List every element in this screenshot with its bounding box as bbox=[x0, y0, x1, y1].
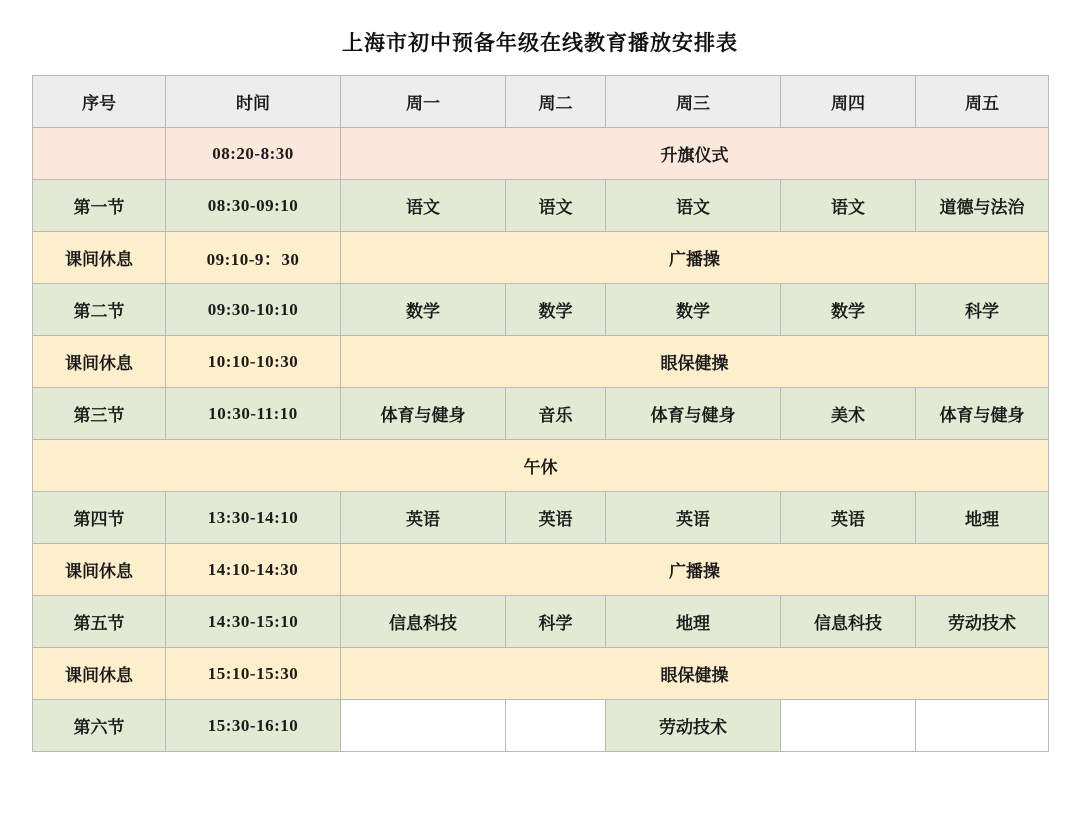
row-index-cell: 第三节 bbox=[33, 388, 166, 440]
row-index-cell: 第四节 bbox=[33, 492, 166, 544]
row-index-cell: 课间休息 bbox=[33, 648, 166, 700]
subject-cell-tuesday: 音乐 bbox=[506, 388, 606, 440]
column-header-time: 时间 bbox=[166, 76, 341, 128]
column-header-thursday: 周四 bbox=[781, 76, 916, 128]
row-time-cell: 14:10-14:30 bbox=[166, 544, 341, 596]
row-time-cell: 13:30-14:10 bbox=[166, 492, 341, 544]
row-time-cell: 15:10-15:30 bbox=[166, 648, 341, 700]
row-time-cell: 14:30-15:10 bbox=[166, 596, 341, 648]
subject-cell-wednesday: 数学 bbox=[606, 284, 781, 336]
table-header-row bbox=[33, 76, 1049, 128]
subject-cell-wednesday: 语文 bbox=[606, 180, 781, 232]
subject-cell-wednesday: 劳动技术 bbox=[606, 700, 781, 752]
table-row bbox=[33, 596, 1049, 648]
subject-cell-thursday: 数学 bbox=[781, 284, 916, 336]
activity-cell: 广播操 bbox=[341, 544, 1049, 596]
subject-cell-friday: 科学 bbox=[916, 284, 1049, 336]
table-body bbox=[33, 128, 1049, 752]
subject-cell-friday bbox=[916, 700, 1049, 752]
table-row bbox=[33, 700, 1049, 752]
subject-cell-thursday: 美术 bbox=[781, 388, 916, 440]
table-header bbox=[33, 76, 1049, 128]
schedule-table bbox=[32, 75, 1049, 752]
row-time-cell: 09:30-10:10 bbox=[166, 284, 341, 336]
row-index-cell: 课间休息 bbox=[33, 232, 166, 284]
schedule-table-wrapper bbox=[0, 75, 1080, 752]
table-row bbox=[33, 336, 1049, 388]
row-index-cell: 课间休息 bbox=[33, 336, 166, 388]
lunch-break-cell: 午休 bbox=[33, 440, 1049, 492]
subject-cell-thursday: 英语 bbox=[781, 492, 916, 544]
subject-cell-monday: 数学 bbox=[341, 284, 506, 336]
subject-cell-friday: 地理 bbox=[916, 492, 1049, 544]
row-index-cell: 第一节 bbox=[33, 180, 166, 232]
subject-cell-monday bbox=[341, 700, 506, 752]
subject-cell-tuesday: 数学 bbox=[506, 284, 606, 336]
row-index-cell: 第五节 bbox=[33, 596, 166, 648]
row-time-cell: 08:20-8:30 bbox=[166, 128, 341, 180]
column-header-monday: 周一 bbox=[341, 76, 506, 128]
table-row bbox=[33, 440, 1049, 492]
table-row bbox=[33, 544, 1049, 596]
subject-cell-monday: 体育与健身 bbox=[341, 388, 506, 440]
row-index-cell: 第二节 bbox=[33, 284, 166, 336]
row-index-cell bbox=[33, 128, 166, 180]
column-header-tuesday: 周二 bbox=[506, 76, 606, 128]
table-row bbox=[33, 128, 1049, 180]
subject-cell-friday: 劳动技术 bbox=[916, 596, 1049, 648]
activity-cell: 升旗仪式 bbox=[341, 128, 1049, 180]
row-index-cell: 课间休息 bbox=[33, 544, 166, 596]
subject-cell-tuesday bbox=[506, 700, 606, 752]
row-time-cell: 09:10-9：30 bbox=[166, 232, 341, 284]
table-row bbox=[33, 180, 1049, 232]
subject-cell-tuesday: 科学 bbox=[506, 596, 606, 648]
subject-cell-thursday: 语文 bbox=[781, 180, 916, 232]
table-row bbox=[33, 492, 1049, 544]
subject-cell-tuesday: 英语 bbox=[506, 492, 606, 544]
column-header-wednesday: 周三 bbox=[606, 76, 781, 128]
subject-cell-wednesday: 体育与健身 bbox=[606, 388, 781, 440]
subject-cell-tuesday: 语文 bbox=[506, 180, 606, 232]
table-row bbox=[33, 232, 1049, 284]
activity-cell: 眼保健操 bbox=[341, 648, 1049, 700]
page-title: 上海市初中预备年级在线教育播放安排表 bbox=[342, 31, 738, 55]
activity-cell: 眼保健操 bbox=[341, 336, 1049, 388]
activity-cell: 广播操 bbox=[341, 232, 1049, 284]
row-time-cell: 10:30-11:10 bbox=[166, 388, 341, 440]
subject-cell-monday: 语文 bbox=[341, 180, 506, 232]
subject-cell-wednesday: 地理 bbox=[606, 596, 781, 648]
row-time-cell: 15:30-16:10 bbox=[166, 700, 341, 752]
subject-cell-thursday: 信息科技 bbox=[781, 596, 916, 648]
row-time-cell: 10:10-10:30 bbox=[166, 336, 341, 388]
subject-cell-thursday bbox=[781, 700, 916, 752]
table-row bbox=[33, 388, 1049, 440]
row-time-cell: 08:30-09:10 bbox=[166, 180, 341, 232]
column-header-friday: 周五 bbox=[916, 76, 1049, 128]
row-index-cell: 第六节 bbox=[33, 700, 166, 752]
subject-cell-friday: 道德与法治 bbox=[916, 180, 1049, 232]
table-row bbox=[33, 284, 1049, 336]
subject-cell-wednesday: 英语 bbox=[606, 492, 781, 544]
subject-cell-monday: 英语 bbox=[341, 492, 506, 544]
subject-cell-monday: 信息科技 bbox=[341, 596, 506, 648]
column-header-index: 序号 bbox=[33, 76, 166, 128]
table-row bbox=[33, 648, 1049, 700]
subject-cell-friday: 体育与健身 bbox=[916, 388, 1049, 440]
